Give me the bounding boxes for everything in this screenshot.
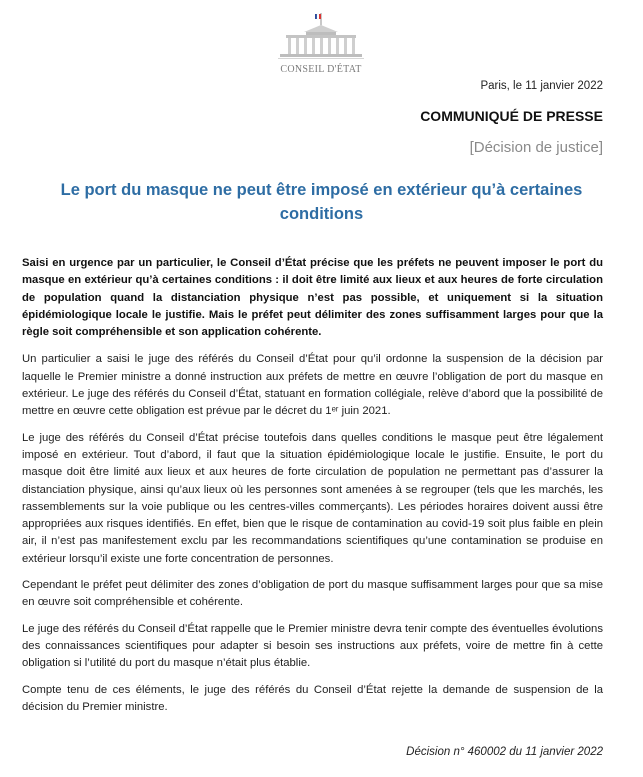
body-paragraph: Cependant le préfet peut délimiter des zones d’obligation de port du masque suffisamment larges pour que sa mise en œuvre soit compréhensible et cohérente. [22, 579, 603, 609]
body-paragraph: Compte tenu de ces éléments, le juge des référés du Conseil d’État rejette la demande de suspension de la décision du Premier ministre. [22, 683, 603, 713]
decision-reference: Décision n° 460002 du 11 janvier 2022 [406, 746, 603, 758]
body-paragraph: Un particulier a saisi le juge des référés du Conseil d’État pour qu’il ordonne la suspension de la décision par laquelle le Premier ministre a donné instruction aux préfets de mettre en œuvre l’obligation de port du masque en extérieur. Le juge des référés du Conseil d’État, statuant en formation collégiale, relève d’abord que la possibilité de mettre en œuvre cette obligation est prévue par le décret du 1ᵉʳ juin 2021. [22, 353, 603, 418]
page-title: Le port du masque ne peut être imposé en extérieur qu’à certaines conditions [60, 181, 583, 223]
logo-caption: CONSEIL D'ÉTAT [280, 64, 362, 75]
publication-date: Paris, le 11 janvier 2022 [480, 80, 603, 92]
lead-paragraph: Saisi en urgence par un particulier, le Conseil d’État précise que les préfets ne peuvent imposer le port du masque en extérieur qu’à certaines conditions : il doit être limité aux lieux et aux heures de forte circulation de population quand la distanciation physique n’est pas possible, et uniquement si la situation épidémiologique locale le justifie. Mais le préfet peut délimiter des zones suffisamment larges pour que la règle soit compréhensible et son application cohérente. [22, 257, 603, 339]
press-release-label: COMMUNIQUÉ DE PRESSE [420, 108, 603, 124]
body-paragraph: Le juge des référés du Conseil d’État rappelle que le Premier ministre devra tenir compte des éventuelles évolutions des connaissances scientifiques pour adapter si besoin ses instructions aux préfets, voire de mettre fin à cette obligation si l’utilité du port du masque n’était plus établie. [22, 622, 603, 670]
press-release-body [22, 255, 603, 725]
body-paragraph: Le juge des référés du Conseil d’État précise toutefois dans quelles conditions le masque peut être légalement imposé en extérieur. Tout d’abord, il faut que la situation épidémiologique locale le justifie. Ensuite, le port du masque doit être limité aux lieux et aux heures de forte circulation de population ne permettant pas d’assurer la distanciation physique, ainsi qu’aux lieux où les personnes sont amenées à se regrouper (tels que les marchés, les rassemblements sur la voie publique ou les centres-villes commerçants). Les périodes horaires doivent aussi être appropriées aux risques identifiés. En effet, bien que le risque de contamination au covid-19 soit plus faible en plein air, il n’est pas manifestement exclu par les recommandations scientifiques qu’une contamination se produise en extérieur lorsqu’il existe une forte concentration de personnes. [22, 431, 603, 565]
category-label: [Décision de justice] [469, 139, 603, 156]
